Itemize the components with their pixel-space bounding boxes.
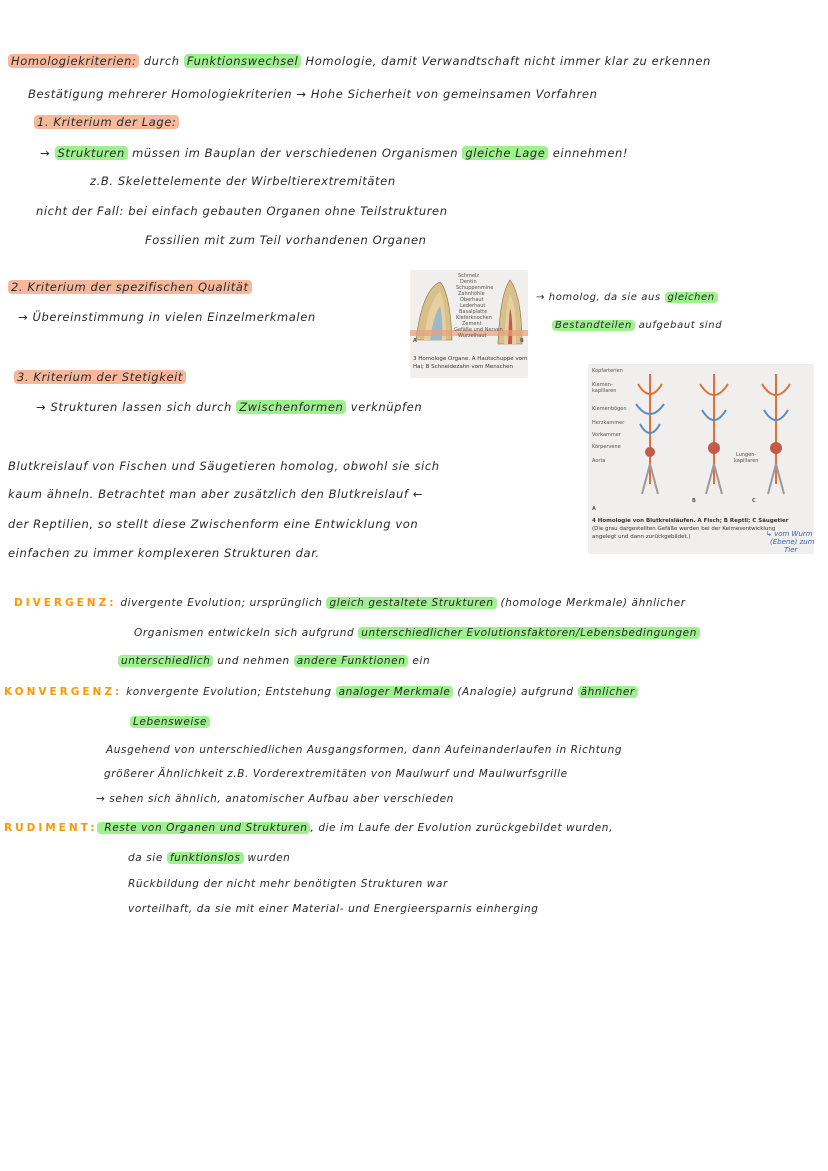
fig3-label-1: Dentin — [460, 279, 477, 285]
fig3-label-5: Lederhaut — [460, 303, 486, 309]
line-bestaetigung: Bestätigung mehrerer Homologiekriterien → Hohe Sicherheit von gemeinsamen Vorfahren — [28, 87, 598, 101]
fig3-label-3: Zahnhöhle — [458, 291, 485, 297]
heading-kriterium-lage: 1. Kriterium der Lage: — [34, 115, 179, 129]
fig3-label-b: B — [520, 338, 524, 344]
fig3-caption-2: Hai; B Schneidezahn vom Menschen — [413, 364, 513, 370]
fig3-label-0: Schmelz — [458, 273, 480, 279]
line-divergenz-1: DIVERGENZ: divergente Evolution; ursprünglich gleich gestaltete Strukturen (homologe Merkmale) ähnlicher — [14, 597, 686, 609]
fig4-caption-3: angelegt und dann zurückgebildet.) — [592, 534, 691, 540]
fig3-caption-1: 3 Homologe Organe. A Hautschuppe vom — [413, 356, 528, 362]
fig4-label-5: Vorkammer — [592, 432, 621, 438]
line-blutkreislauf-1: Blutkreislauf von Fischen und Säugetieren homolog, obwohl sie sich — [8, 459, 440, 473]
fig3-label-4: Oberhaut — [460, 297, 484, 303]
fig3-label-10: Wurzelhaut — [458, 333, 487, 339]
line-blutkreislauf-3: der Reptilien, so stellt diese Zwischenform eine Entwicklung von — [8, 517, 419, 531]
line-zwischenformen: → Strukturen lassen sich durch Zwischenformen verknüpfen — [36, 400, 423, 414]
heading-divergenz: DIVERGENZ: — [14, 597, 117, 609]
heading-homologiekriterien: Homologiekriterien: — [8, 54, 139, 68]
fig4-label-c: C — [752, 498, 756, 504]
line-strukturen-lage: → Strukturen müssen im Bauplan der verschiedenen Organismen gleiche Lage einnehmen! — [40, 146, 629, 160]
figure-blutkreislaeufe-drawing — [588, 364, 814, 504]
fig3-label-9: Gefäße und Nerven — [454, 327, 503, 333]
fig3-label-6: Basalplatte — [459, 309, 488, 315]
line-nicht-der-fall: nicht der Fall: bei einfach gebauten Organen ohne Teilstrukturen — [36, 204, 448, 218]
line-beispiel-skelett: z.B. Skelettelemente der Wirbeltierextremitäten — [90, 174, 396, 188]
fig3-label-8: Zement — [462, 321, 482, 327]
fig4-label-a: A — [592, 506, 596, 512]
line-konvergenz-2: Lebensweise — [130, 716, 210, 728]
line-rudiment-4: vorteilhaft, da sie mit einer Material- und Energieersparnis einherging — [128, 903, 539, 915]
line-rudiment-2: da sie funktionslos wurden — [128, 852, 291, 864]
fig4-note-1: ↳ vom Wurm — [766, 530, 813, 538]
heading-rudiment: RUDIMENT: — [4, 822, 98, 834]
fig3-label-a: A — [413, 338, 417, 344]
line-konvergenz-5: → sehen sich ähnlich, anatomischer Aufbau aber verschieden — [96, 793, 454, 805]
line-uebereinstimmung: → Übereinstimmung in vielen Einzelmerkmalen — [18, 310, 316, 324]
fig4-label-2: kapillaren — [592, 388, 617, 394]
fig4-caption-2: (Die grau dargestellten Gefäße werden bei der Keimesentwicklung — [592, 526, 776, 532]
fig4-label-6: Körpervene — [592, 444, 621, 450]
line-rudiment-3: Rückbildung der nicht mehr benötigten Strukturen war — [128, 878, 448, 890]
fig4-label-b: B — [692, 498, 696, 504]
fig4-label-1: Kiemen- — [592, 382, 613, 388]
fig4-label-4: Herzkammer — [592, 420, 625, 426]
fig4-label-lunge-2: kapillaren — [734, 458, 759, 464]
fig4-label-3: Kiemenbögen — [592, 406, 627, 412]
line-fossilien: Fossilien mit zum Teil vorhandenen Organen — [145, 233, 427, 247]
line-blutkreislauf-4: einfachen zu immer komplexeren Strukturen dar. — [8, 546, 320, 560]
fig4-label-0: Kopfarterien — [592, 368, 623, 374]
fig3-label-7: Kieferknochen — [456, 315, 492, 321]
line-divergenz-2: Organismen entwickeln sich aufgrund unterschiedlicher Evolutionsfaktoren/Lebensbedingungen — [134, 627, 700, 639]
line-konvergenz-3: Ausgehend von unterschiedlichen Ausgangsformen, dann Aufeinanderlaufen in Richtung — [106, 744, 623, 756]
heading-kriterium-stetigkeit: 3. Kriterium der Stetigkeit — [14, 370, 186, 384]
fig4-label-lunge-1: Lungen- — [736, 452, 757, 458]
line-divergenz-3: unterschiedlich und nehmen andere Funktionen ein — [118, 655, 430, 667]
heading-konvergenz: KONVERGENZ: — [4, 686, 123, 698]
fig4-note-3: Tier — [784, 546, 798, 554]
line-homologiekriterien: Homologiekriterien: durch Funktionswechsel Homologie, damit Verwandtschaft nicht immer klar zu erkennen — [8, 54, 711, 68]
fig3-label-2: Schuppenmine — [456, 285, 494, 291]
fig4-caption-1: 4 Homologie von Blutkreisläufen. A Fisch; B Reptil; C Säugetier — [592, 518, 789, 524]
heading-kriterium-qualitaet: 2. Kriterium der spezifischen Qualität — [8, 280, 252, 294]
figure-blutkreislaeufe — [588, 364, 814, 554]
line-konvergenz-1: KONVERGENZ: konvergente Evolution; Entstehung analoger Merkmale (Analogie) aufgrund ähnlicher — [4, 686, 638, 698]
fig4-note-2: (Ebene) zum — [770, 538, 815, 546]
line-blutkreislauf-2: kaum ähneln. Betrachtet man aber zusätzlich den Blutkreislauf ← — [8, 487, 424, 501]
figure-homologe-organe — [410, 270, 528, 378]
highlight-funktionswechsel: Funktionswechsel — [184, 54, 301, 68]
line-homolog-bestandteile-1: → homolog, da sie aus gleichen — [536, 292, 718, 303]
line-rudiment-1: RUDIMENT: Reste von Organen und Strukturen , die im Laufe der Evolution zurückgebildet wurden, — [4, 822, 614, 834]
line-konvergenz-4: größerer Ähnlichkeit z.B. Vorderextremitäten von Maulwurf und Maulwurfsgrille — [104, 768, 568, 780]
fig4-label-7: Aorta — [592, 458, 606, 464]
line-homolog-bestandteile-2: Bestandteilen aufgebaut sind — [552, 320, 722, 331]
